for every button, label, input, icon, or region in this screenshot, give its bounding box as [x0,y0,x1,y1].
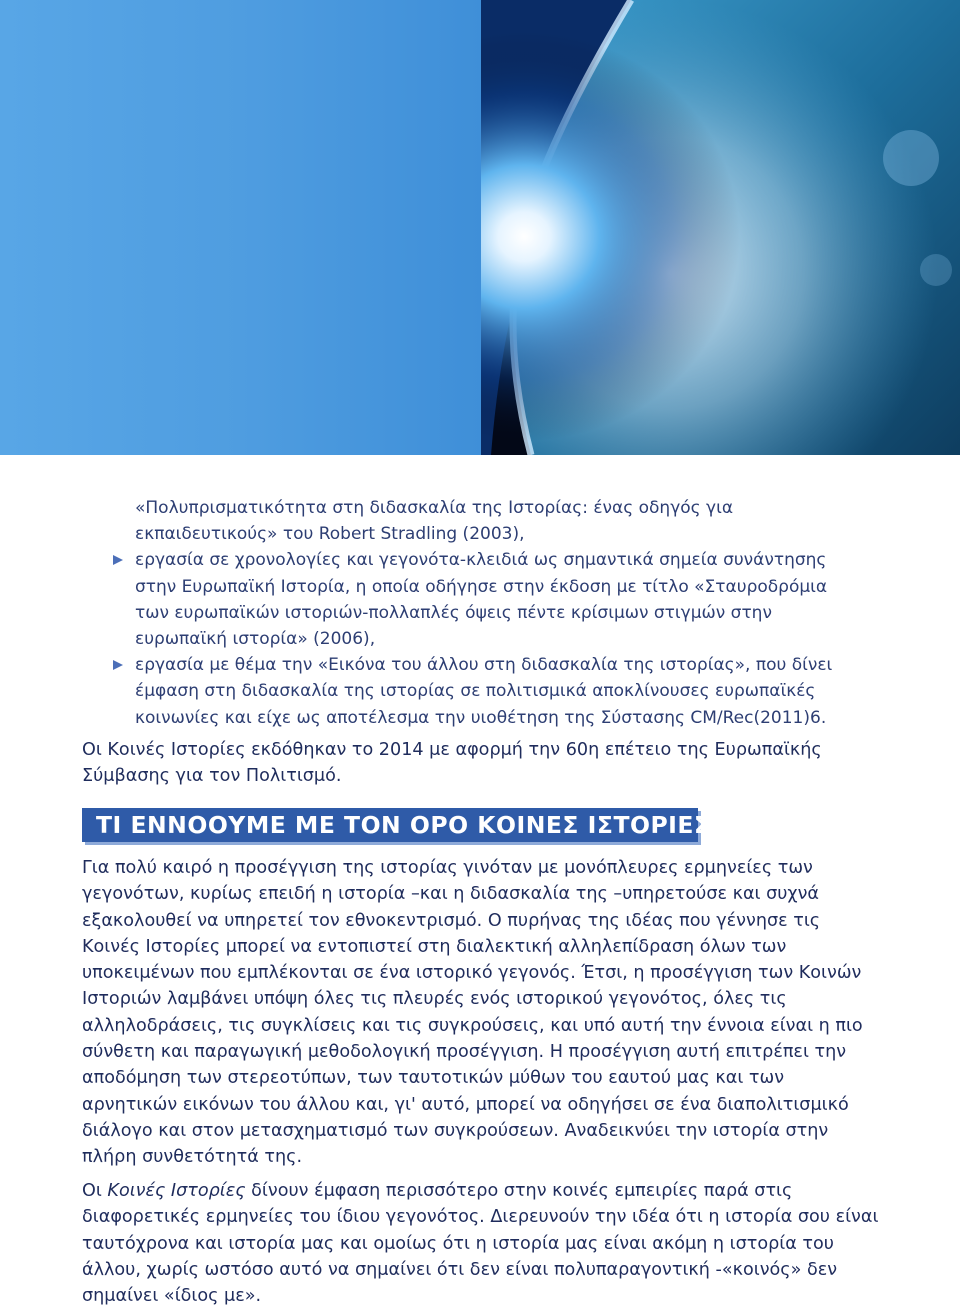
section-heading: ΤΙ ΕΝΝΟΟΥΜΕ ΜΕ ΤΟΝ ΟΡΟ ΚΟΙΝΕΣ ΙΣΤΟΡΙΕΣ; [82,808,698,842]
intro-bullet-timelines: εργασία σε χρονολογίες και γεγονότα-κλειδιά ως σημαντικά σημεία συνάντησης στην Ευρωπαϊκή Ιστορία, η οποία οδήγησε στην έκδοση με τίτλο «Σταυροδρόμια των ευρωπαϊκών ιστοριών-πολλαπλές όψεις πέντε κρίσιμων στιγμών στην ευρωπαϊκή ιστορία» (2006), [135,547,855,652]
intro-bullet-image-of-other: εργασία με θέμα την «Εικόνα του άλλου στη διδασκαλία της ιστορίας», που δίνει έμφαση στη διδασκαλία της ιστορίας σε πολιτισμικά αποκλίνουσες ευρωπαϊκές κοινωνίες και είχε ως αποτέλεσμα την υιοθέτηση της Σύστασης CM/Rec(2011)6. [135,652,855,731]
body-paragraph-1: Για πολύ καιρό η προσέγγιση της ιστορίας γινόταν με μονόπλευρες ερμηνείες των γεγονότων, κυρίως επειδή η ιστορία –και η διδασκαλία της –υπηρετούσε και συχνά εξακολουθεί να υπηρετεί τον εθνοκεντρισμό. Ο πυρήνας της ιδέας που γέννησε τις Κοινές Ιστορίες μπορεί να εντοπιστεί στη διαλεκτική αλληλεπίδραση όλων των υποκειμένων που εμπλέκονται σε ένα ιστορικό γεγονός. Έτσι, η προσέγγιση των Κοινών Ιστοριών λαμβάνει υπόψη όλες τις πλευρές ενός ιστορικού γεγονότος, όλες τις αλληλοδράσεις, τις συγκλίσεις και τις συγκρούσεις, και υπό αυτή την έννοια είναι η πιο σύνθετη και παραγωγική μεθοδολογική προσέγγιση. Η προσέγγιση αυτή επιτρέπει την αποδόμηση των στερεοτύπων, των ταυτοτικών μύθων του εαυτού μας και των αρνητικών εικόνων του άλλου και, γι' αυτό, μπορεί να οδηγήσει σε ένα διαπολιτισμικό διάλογο και στον μετασχηματισμό των συγκρούσεων. Αναδεικνύει την ιστορία στην πλήρη συνθετότητά της. [82,858,863,1168]
common-histories-emphasis: Κοινές Ιστορίες [107,1181,246,1201]
earth-horizon-photo [481,0,960,455]
body-paragraph-2 [82,1178,882,1309]
publication-paragraph: Οι Κοινές Ιστορίες εκδόθηκαν το 2014 με αφορμή την 60η επέτειο της Ευρωπαϊκής Σύμβασης για τον Πολιτισμό. [82,740,822,787]
para2-prefix: Οι [82,1181,108,1201]
cover-image [0,0,960,455]
intro-list [135,495,855,731]
blue-gradient-panel [0,0,481,455]
intro-continuation: «Πολυπρισματικότητα στη διδασκαλία της Ιστορίας: ένας οδηγός για εκπαιδευτικούς» του Robert Stradling (2003), [135,498,734,545]
para2-rest: δίνουν έμφαση περισσότερο στην κοινές εμπειρίες παρά στις διαφορετικές ερμηνείες του ίδιου γεγονότος. Διερευνούν την ιδέα ότι η ιστορία σου είναι ταυτόχρονα και ιστορία μας και ομοίως ότι η ιστορία μας είναι ακόμη η ιστορία του άλλου, χωρίς ωστόσο αυτό να σημαίνει ότι δεν είναι πολυπαραγοντική -«κοινός» δεν σημαίνει «ίδιος με». [82,1181,879,1307]
